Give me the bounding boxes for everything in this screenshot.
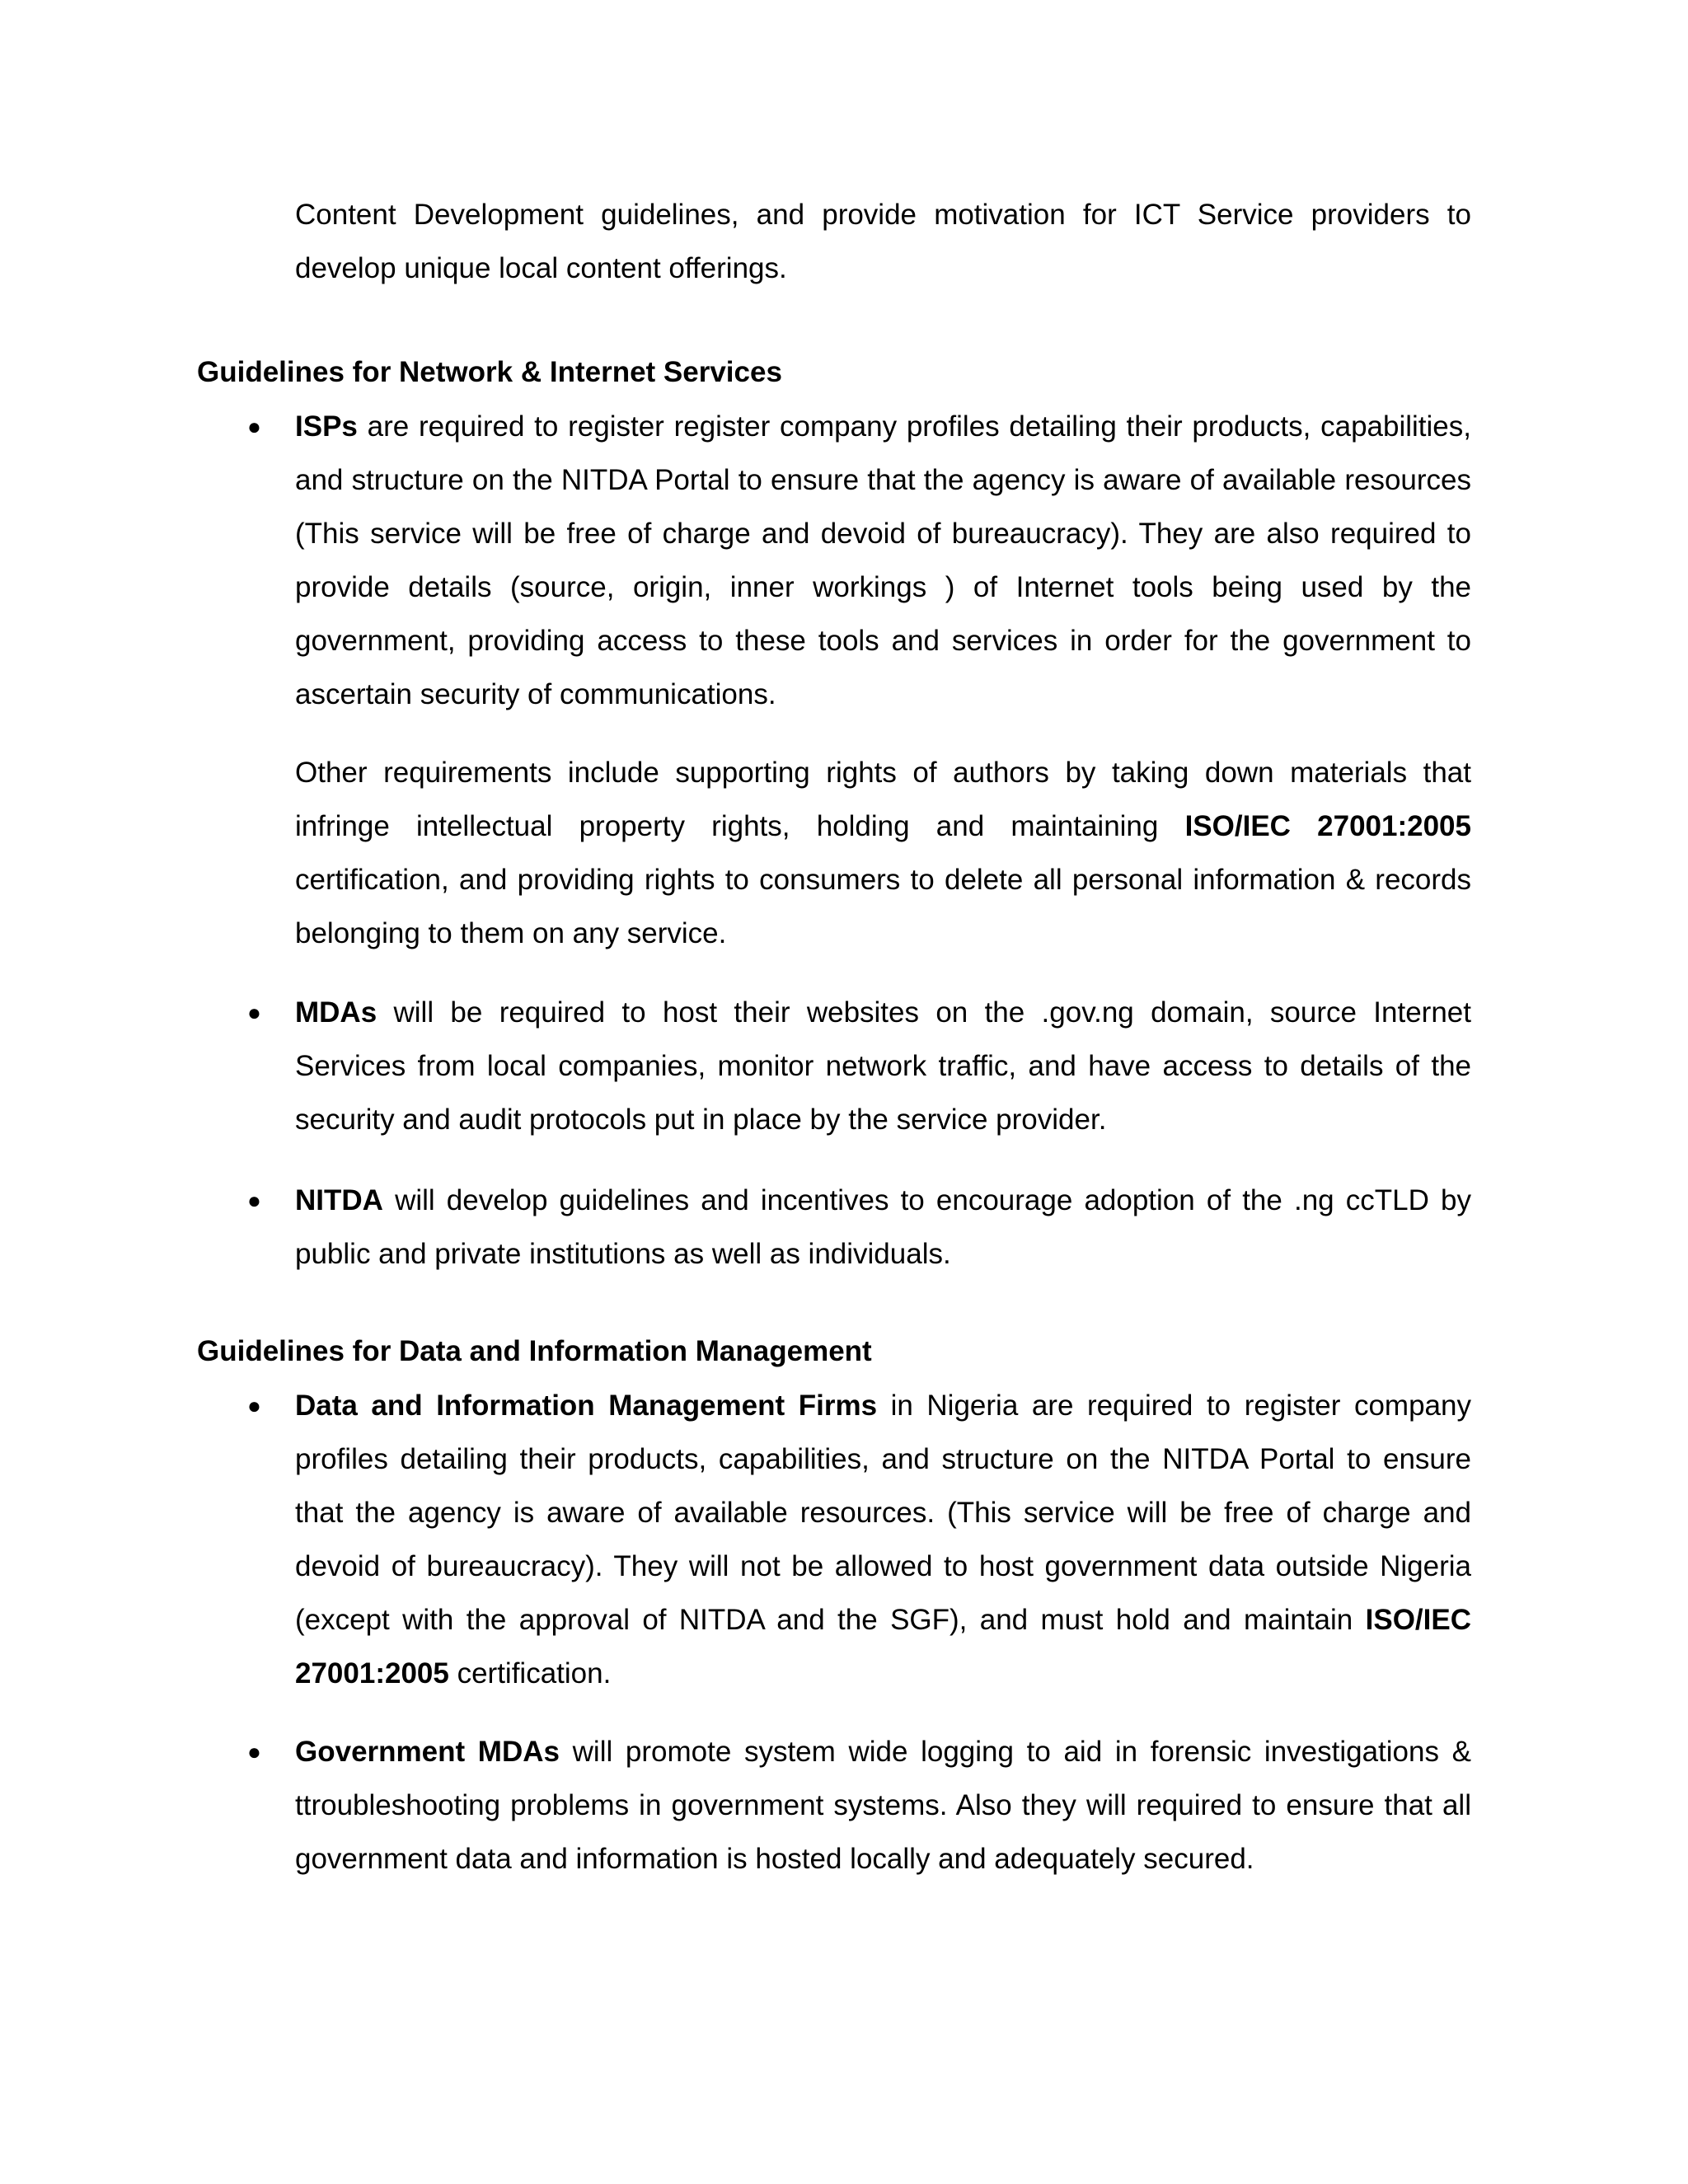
firms-iso-label: ISO/IEC 27001:2005 bbox=[295, 1604, 1471, 1690]
bullet-icon: ● bbox=[247, 1739, 261, 1765]
bullet-icon: ● bbox=[247, 1000, 261, 1025]
heading-network-internet: Guidelines for Network & Internet Services bbox=[197, 356, 782, 388]
firms-paragraph bbox=[295, 1379, 1471, 1700]
firms-text-after: certification. bbox=[448, 1657, 612, 1690]
isp-paragraph bbox=[295, 400, 1471, 721]
bullet-icon: ● bbox=[247, 1393, 261, 1418]
isp-text: are required to register register company profiles detailing their products, capabilities, and structure on the NITDA Portal to ensure that the agency is aware of available resources (This service will be free of charge and devoid of bureaucracy). They are also required to provide details (source, origin, inner workings ) of Internet tools being used by the government, providing access to these tools and services in order for the government to ascertain security of communications. bbox=[295, 410, 1471, 710]
nitda-paragraph bbox=[295, 1174, 1471, 1281]
gov-mdas-text: will promote system wide logging to aid in forensic investigations & ttroubleshooting problems in government systems. Also they will required to ensure that all government data and information is hosted locally and adequately secured. bbox=[295, 1736, 1471, 1875]
other-text-before: Other requirements include supporting rights of authors by taking down materials that infringe intellectual property rights, holding and maintaining bbox=[295, 757, 1471, 842]
mdas-text: will be required to host their websites on the .gov.ng domain, source Internet Services from local companies, monitor network traffic, and have access to details of the security and audit protocols put in place by the service provider. bbox=[295, 996, 1471, 1136]
intro-paragraph bbox=[295, 188, 1471, 295]
intro-text: Content Development guidelines, and provide motivation for ICT Service providers to develop unique local content offerings. bbox=[295, 199, 1471, 284]
other-text-after: certification, and providing rights to consumers to delete all personal information & records belonging to them on any service. bbox=[295, 864, 1471, 949]
other-requirements-paragraph bbox=[295, 746, 1471, 960]
firms-text-before: in Nigeria are required to register company profiles detailing their products, capabilities, and structure on the NITDA Portal to ensure that the agency is aware of available resources. (This service will be free of charge and devoid of bureaucracy). They will not be allowed to host government data outside Nigeria (except with the approval of NITDA and the SGF), and must hold and maintain bbox=[295, 1390, 1471, 1636]
mdas-label: MDAs bbox=[295, 996, 377, 1029]
bullet-icon: ● bbox=[247, 1188, 261, 1213]
gov-mdas-paragraph bbox=[295, 1725, 1471, 1886]
iso-label: ISO/IEC 27001:2005 bbox=[1184, 810, 1471, 842]
heading-data-information: Guidelines for Data and Information Management bbox=[197, 1335, 872, 1367]
firms-label: Data and Information Management Firms bbox=[295, 1390, 878, 1422]
isp-label: ISPs bbox=[295, 410, 358, 443]
bullet-icon: ● bbox=[247, 414, 261, 439]
mdas-paragraph bbox=[295, 986, 1471, 1146]
gov-mdas-label: Government MDAs bbox=[295, 1736, 560, 1768]
nitda-text: will develop guidelines and incentives to encourage adoption of the .ng ccTLD by public and private institutions as well as individuals. bbox=[295, 1184, 1471, 1270]
nitda-label: NITDA bbox=[295, 1184, 383, 1216]
